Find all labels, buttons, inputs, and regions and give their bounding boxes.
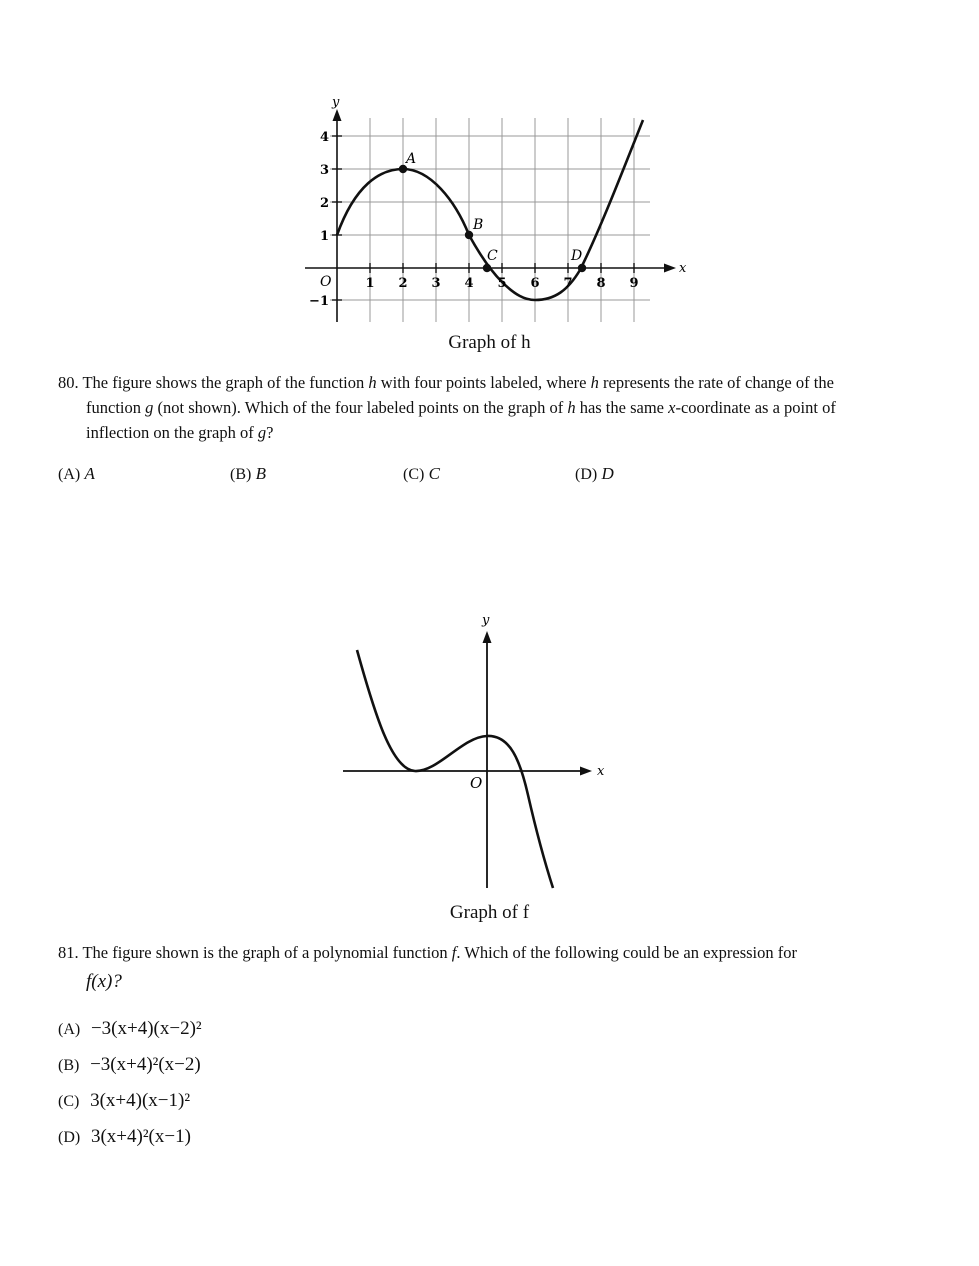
var-h: h xyxy=(368,373,377,392)
graph-h-caption-text: Graph of h xyxy=(448,332,531,353)
graph-h-x-tick-label: 2 xyxy=(398,276,408,291)
choice-label: (D) xyxy=(58,1129,81,1146)
choice-value: B xyxy=(255,464,266,483)
question-text: (not shown). Which of the four labeled points on the graph of xyxy=(157,398,564,417)
graph-h-y-arrow-icon xyxy=(333,109,342,121)
graph-h-origin-label: O xyxy=(320,274,332,290)
choice-label: (B) xyxy=(58,1057,80,1074)
graph-h-x-tick-label: 9 xyxy=(629,276,639,291)
choice-value: D xyxy=(601,464,614,483)
expression: f(x)? xyxy=(86,971,122,992)
choice-value: A xyxy=(84,464,95,483)
graph-h-y-tick-label: 4 xyxy=(319,130,329,145)
question-80-line-2 xyxy=(58,395,938,420)
choice-value: −3(x+4)²(x−2) xyxy=(90,1054,201,1075)
question-80-line-3 xyxy=(58,420,938,445)
graph-h-x-tick-label: 6 xyxy=(530,276,540,291)
question-text: The figure shows the graph of the function xyxy=(82,373,365,392)
graph-h-x-tick-label: 8 xyxy=(596,276,606,291)
choice-label: (C) xyxy=(403,466,425,483)
graph-h-y-tick-label: 2 xyxy=(319,196,329,211)
var-h: h xyxy=(567,398,576,417)
graph-h-curve xyxy=(337,120,643,300)
question-text: as a point of xyxy=(754,398,836,417)
graph-h-point-d xyxy=(578,264,586,272)
question-text: Which of the following could be an expression for xyxy=(464,943,798,962)
question-80-line-1 xyxy=(58,370,938,395)
var-g: g xyxy=(145,398,154,417)
graph-f-caption-text: Graph of f xyxy=(449,902,530,923)
graph-h-x-label: x xyxy=(679,261,687,276)
question-81-line-1: 81. The figure shown is the graph of a polynomial function f. Which of the following could be an expression for xyxy=(58,943,798,962)
graph-f-y-label: y xyxy=(482,613,490,628)
question-mark: ? xyxy=(266,423,274,442)
graph-h-y-tick-label: −1 xyxy=(309,294,329,309)
question-number: 80. xyxy=(58,373,79,392)
choice-value: −3(x+4)(x−2)² xyxy=(90,1018,202,1039)
question-text: inflection on the graph of xyxy=(86,423,254,442)
graph-h-point-label: B xyxy=(473,217,484,233)
graph-f-curve xyxy=(357,650,553,888)
graph-h-x-tick-label: 7 xyxy=(563,276,573,291)
graph-h-x-arrow-icon xyxy=(664,264,676,273)
question-text: represents the rate of change of the xyxy=(603,373,834,392)
choice-value: C xyxy=(428,464,440,483)
q80-choice-a[interactable] xyxy=(58,464,95,484)
graph-h-point-label: D xyxy=(571,248,583,264)
q81-choice-c[interactable] xyxy=(58,1090,190,1112)
graph-h-point-label: A xyxy=(406,151,417,167)
question-text: -coordinate xyxy=(675,398,751,417)
question-text: has the same xyxy=(579,398,664,417)
graph-h xyxy=(0,0,979,340)
q80-choice-b[interactable] xyxy=(230,464,266,484)
graph-h-x-tick-label: 4 xyxy=(464,276,474,291)
q80-choice-d[interactable] xyxy=(575,464,614,484)
graph-h-x-tick-label: 3 xyxy=(431,276,441,291)
question-text: The figure shown is the graph of a polynomial function xyxy=(82,943,448,962)
question-text: function xyxy=(86,398,141,417)
choice-label: (C) xyxy=(58,1093,80,1110)
q80-choice-c[interactable] xyxy=(403,464,440,484)
graph-f-y-arrow-icon xyxy=(483,631,492,643)
graph-f-origin-label: O xyxy=(470,774,483,792)
graph-h-point-c xyxy=(483,264,491,272)
var-g: g xyxy=(257,423,267,442)
choice-value: 3(x+4)²(x−1) xyxy=(90,1126,191,1147)
graph-h-y-tick-label: 3 xyxy=(319,163,329,178)
graph-h-y-label: y xyxy=(332,95,340,110)
question-81 xyxy=(58,940,938,994)
graph-f-caption xyxy=(0,902,979,924)
question-number: 81. xyxy=(58,943,79,962)
choice-label: (A) xyxy=(58,466,81,483)
var-x: x xyxy=(668,398,676,417)
graph-f-x-label: x xyxy=(597,764,605,779)
choice-value: 3(x+4)(x−1)² xyxy=(90,1090,191,1111)
question-80 xyxy=(58,370,938,445)
q81-choice-d[interactable] xyxy=(58,1126,191,1148)
graph-h-x-tick-label: 5 xyxy=(497,276,507,291)
q81-choice-b[interactable] xyxy=(58,1054,201,1076)
q81-choice-a[interactable] xyxy=(58,1018,202,1040)
graph-h-caption xyxy=(0,332,979,354)
question-text: with four points labeled, where xyxy=(380,373,587,392)
graph-f-x-arrow-icon xyxy=(580,767,592,776)
choice-label: (D) xyxy=(575,466,598,483)
graph-h-y-tick-label: 1 xyxy=(319,229,329,244)
choice-label: (A) xyxy=(58,1021,81,1038)
graph-h-x-tick-label: 1 xyxy=(365,276,375,291)
choice-label: (B) xyxy=(230,466,252,483)
var-f: f xyxy=(451,943,457,962)
graph-f xyxy=(0,600,979,900)
graph-h-point-label: C xyxy=(487,248,498,264)
graph-h-point-b xyxy=(465,231,473,239)
question-81-line-2 xyxy=(58,969,938,994)
var-h: h xyxy=(590,373,599,392)
